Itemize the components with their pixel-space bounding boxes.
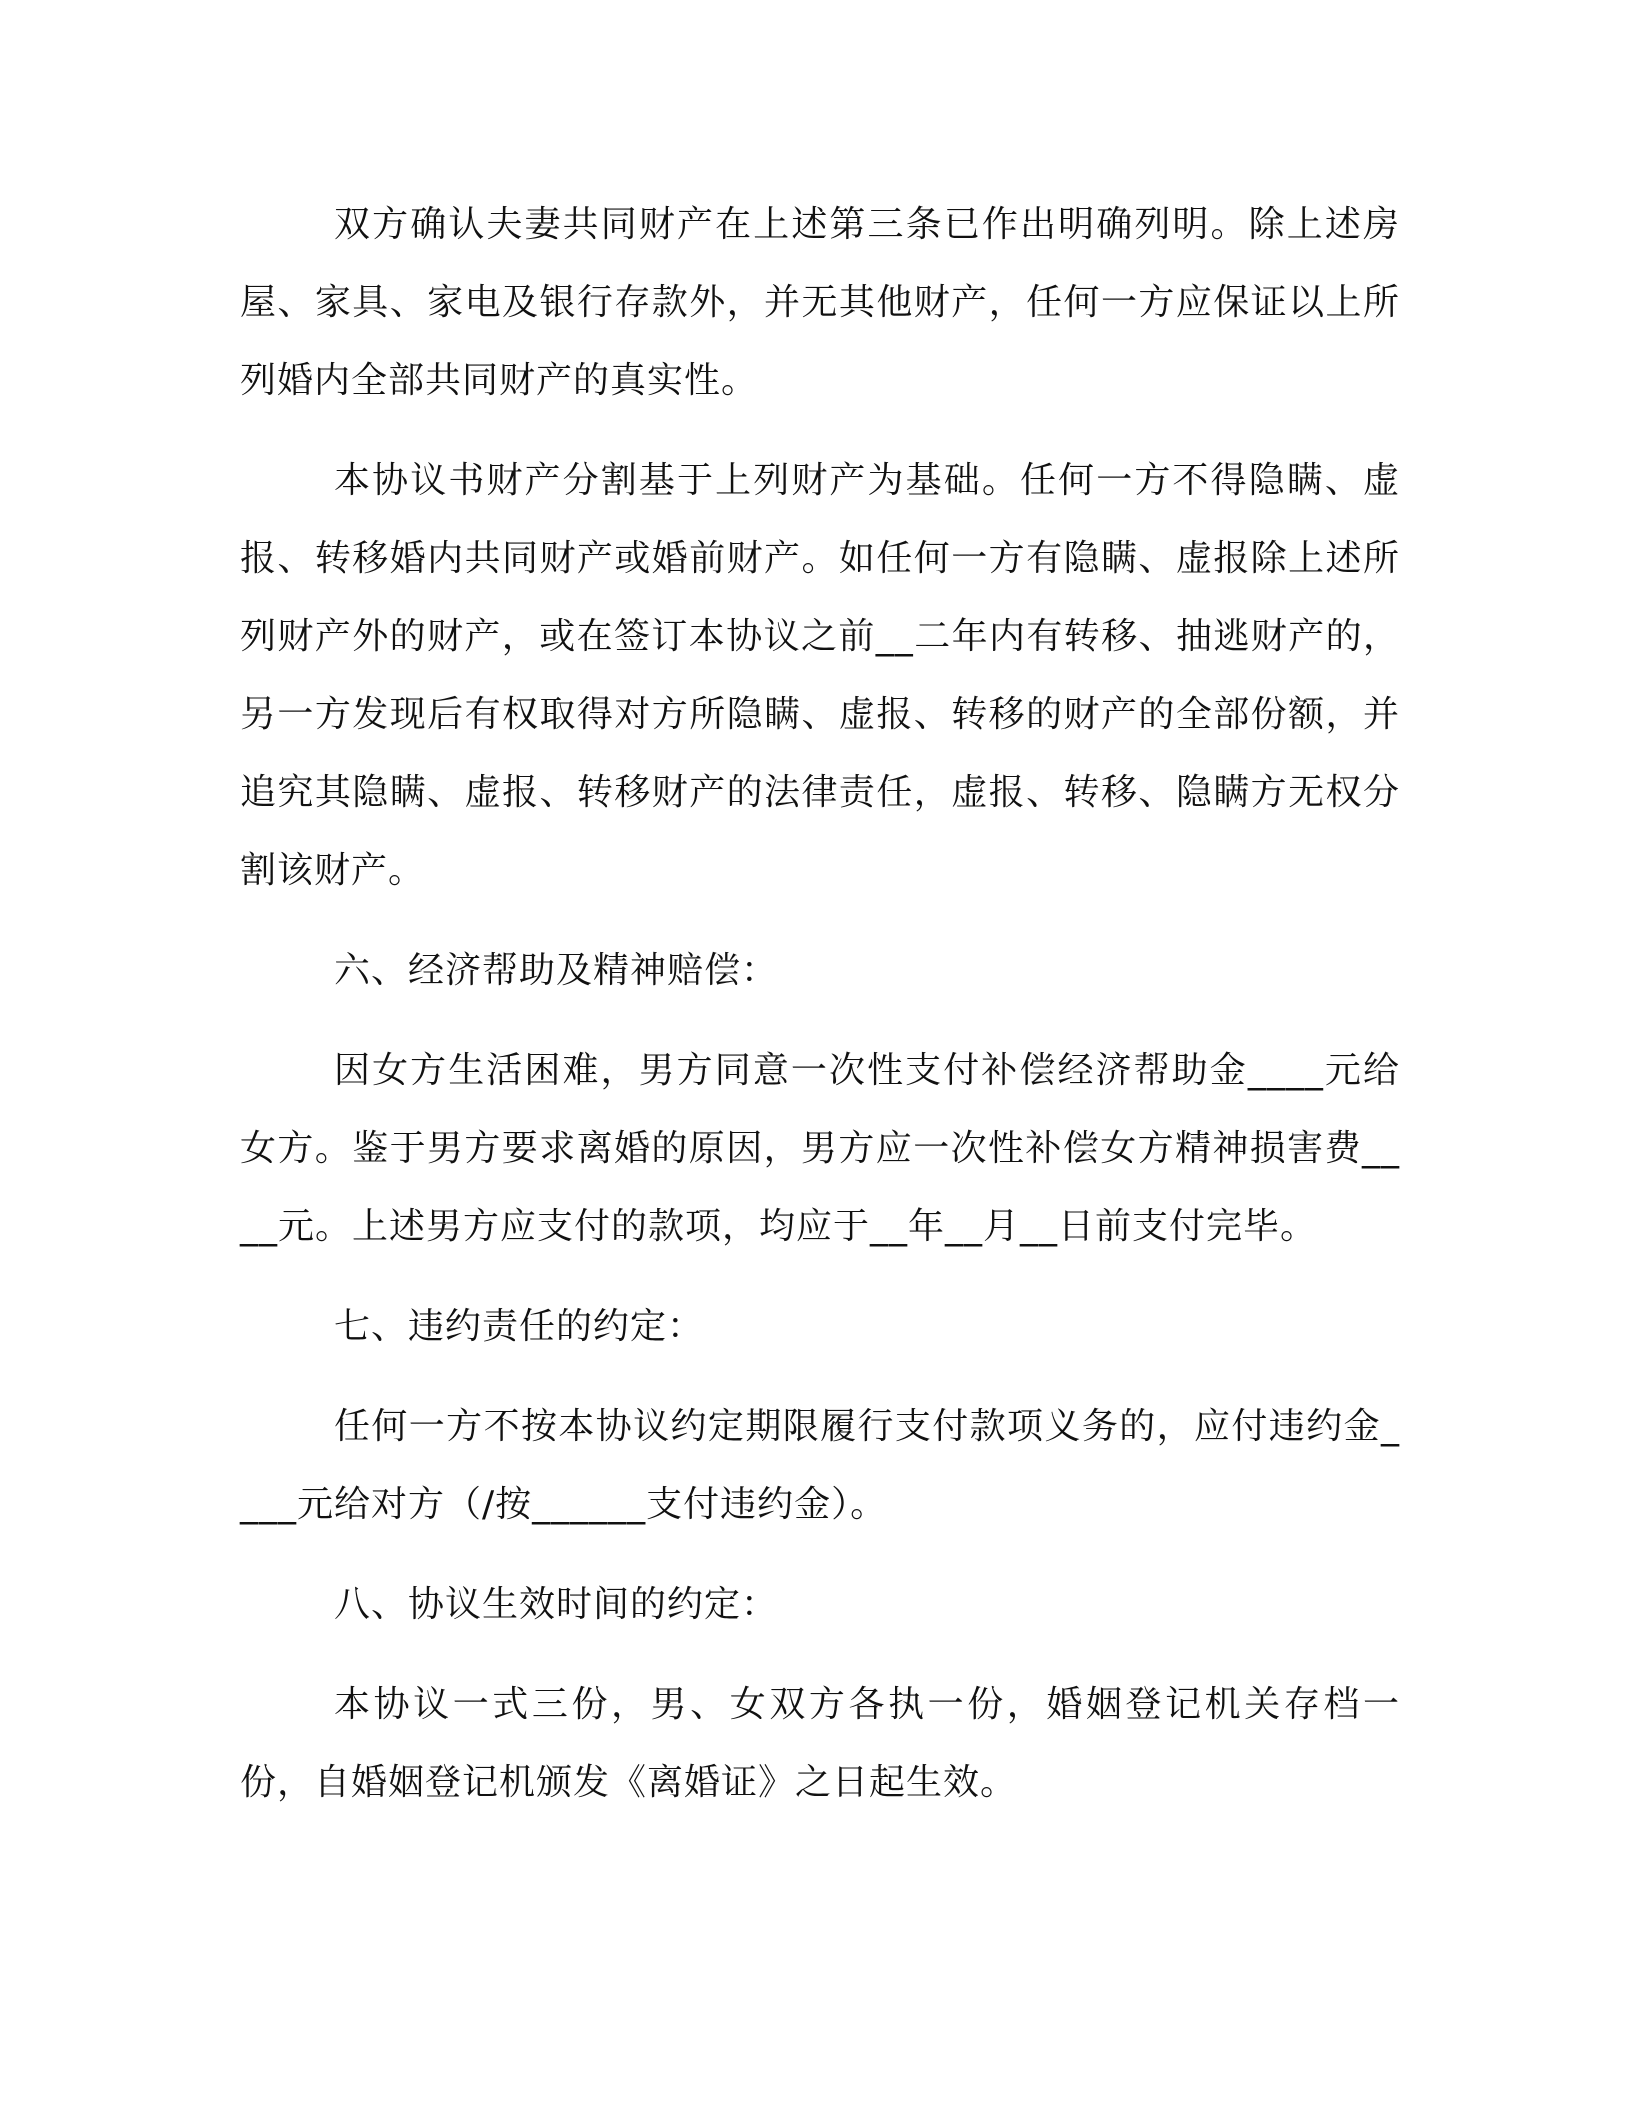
section-8-heading: 八、协议生效时间的约定： [334,1584,779,1625]
section-7-body: 任何一方不按本协议约定期限履行支付款项义务的，应付违约金____元给对方（/按______支付违约金）。 [240,1406,1400,1525]
section-8-body: 本协议一式三份，男、女双方各执一份，婚姻登记机关存档一份，自婚姻登记机颁发《离婚证》之日起生效。 [240,1684,1400,1803]
paragraph-property-confirmation: 双方确认夫妻共同财产在上述第三条已作出明确列明。除上述房屋、家具、家电及银行存款外，并无其他财产，任何一方应保证以上所列婚内全部共同财产的真实性。 [240,204,1400,401]
section-6-heading: 六、经济帮助及精神赔偿： [334,950,779,991]
section-7-heading: 七、违约责任的约定： [334,1306,705,1347]
document-page [240,186,1400,1822]
section-6-body: 因女方生活困难，男方同意一次性支付补偿经济帮助金____元给女方。鉴于男方要求离婚的原因，男方应一次性补偿女方精神损害费____元。上述男方应支付的款项，均应于__年__月__日前支付完毕。 [240,1050,1400,1247]
paragraph-property-division: 本协议书财产分割基于上列财产为基础。任何一方不得隐瞒、虚报、转移婚内共同财产或婚前财产。如任何一方有隐瞒、虚报除上述所列财产外的财产，或在签订本协议之前__二年内有转移、抽逃财产的，另一方发现后有权取得对方所隐瞒、虚报、转移的财产的全部份额，并追究其隐瞒、虚报、转移财产的法律责任，虚报、转移、隐瞒方无权分割该财产。 [240,460,1400,891]
